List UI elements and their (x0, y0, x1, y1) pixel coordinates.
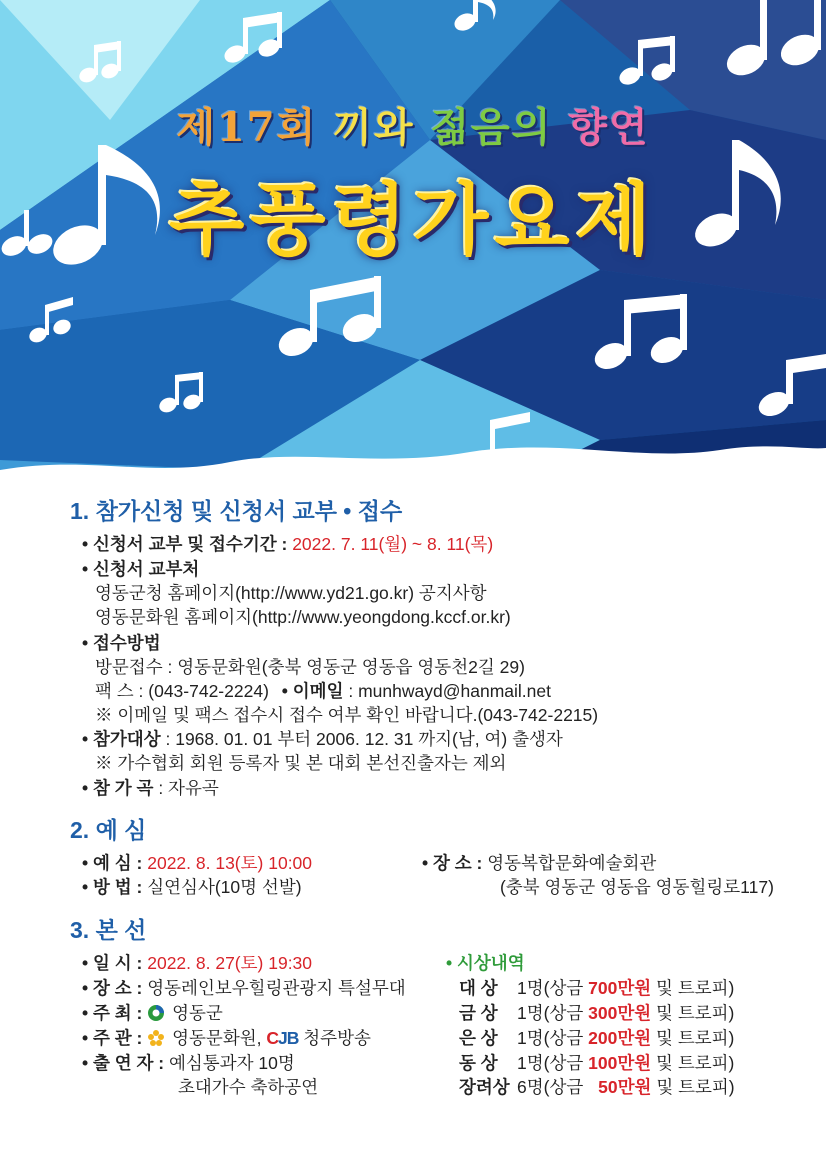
host-label: • 주 최 : (82, 1003, 143, 1023)
subtitle-part-2: 끼와 (333, 104, 415, 151)
culture-center-logo-icon (147, 1029, 165, 1047)
prelim-place-label: • 장 소 : (422, 853, 483, 873)
performers-row (82, 1050, 295, 1075)
award-row (459, 1074, 735, 1099)
award-suffix: 및 트로피) (656, 1077, 735, 1097)
performers-label: • 출 연 자 : (82, 1053, 165, 1073)
award-suffix: 및 트로피) (656, 978, 735, 998)
song-row (82, 775, 219, 800)
final-place-value: 영동레인보우힐링관광지 특설무대 (147, 978, 406, 998)
award-suffix: 및 트로피) (656, 1028, 735, 1048)
award-count: 1명(상금 (517, 1053, 584, 1073)
where-label: • 신청서 교부처 (82, 559, 200, 579)
awards-title: • 시상내역 (446, 953, 525, 973)
event-title: 추풍령가요제 (168, 176, 658, 266)
cjb-logo: CJB (266, 1028, 299, 1048)
email-value: : munhwayd@hanmail.net (348, 681, 551, 701)
prelim-method-label: • 방 법 : (82, 877, 143, 897)
visit-method: 방문접수 : 영동문화원(충북 영동군 영동읍 영동천2길 29) (95, 657, 525, 677)
award-row (459, 975, 734, 1000)
period-row (82, 531, 493, 556)
award-prize: 200만원 (588, 1028, 652, 1048)
award-rank: 장려상 (459, 1077, 510, 1097)
method-label: • 접수방법 (82, 633, 161, 653)
period-value: 2022. 7. 11(월) ~ 8. 11(목) (292, 534, 494, 554)
section2-title: 2. 예 심 (70, 817, 147, 843)
subtitle-part-3: 젊음의 (430, 104, 553, 151)
final-date-value: 2022. 8. 27(토) 19:30 (147, 953, 313, 973)
subtitle-part-4: 향연 (568, 104, 650, 151)
where-line-2: 영동문화원 홈페이지(http://www.yeongdong.kccf.or.kr) (95, 607, 511, 627)
prelim-date-value: 2022. 8. 13(토) 10:00 (147, 853, 313, 873)
yeongdong-county-logo-icon (147, 1004, 165, 1022)
section3-title: 3. 본 선 (70, 917, 147, 943)
final-date-row (82, 950, 312, 975)
award-prize: 700만원 (588, 978, 652, 998)
target-value: : 1968. 01. 01 부터 2006. 12. 31 까지(남, 여) 출생자 (165, 729, 563, 749)
prelim-date-label: • 예 심 : (82, 853, 143, 873)
organizer-value-2: 청주방송 (303, 1028, 371, 1048)
prelim-method-row (82, 874, 302, 899)
award-rank: 은 상 (459, 1028, 498, 1048)
award-suffix: 및 트로피) (656, 1053, 735, 1073)
organizer-row (82, 1025, 371, 1050)
prelim-place-row (422, 850, 656, 875)
award-row (459, 1000, 734, 1025)
prelim-date-row (82, 850, 312, 875)
final-place-row (82, 975, 406, 1000)
section1-title: 1. 참가신청 및 신청서 교부 • 접수 (70, 498, 403, 524)
award-count: 6명(상금 (517, 1077, 584, 1097)
prelim-place-value: 영동복합문화예술회관 (487, 853, 657, 873)
award-prize: 300만원 (588, 1003, 652, 1023)
note-confirm: ※ 이메일 및 팩스 접수시 접수 여부 확인 바랍니다.(043-742-2215) (95, 705, 599, 725)
host-value: 영동군 (172, 1003, 223, 1023)
target-label: • 참가대상 (82, 729, 161, 749)
song-label: • 참 가 곡 (82, 778, 154, 798)
award-rank: 금 상 (459, 1003, 498, 1023)
prelim-place-address: (충북 영동군 영동읍 영동힐링로117) (500, 877, 774, 897)
email-label: • 이메일 (281, 681, 344, 701)
prelim-method-value: 실연심사(10명 선발) (147, 877, 302, 897)
performers-value-2: 초대가수 축하공연 (178, 1077, 319, 1097)
host-row (82, 1000, 223, 1025)
header-banner (0, 0, 826, 490)
final-date-label: • 일 시 : (82, 953, 143, 973)
subtitle-part-1: 제17회 (176, 104, 318, 151)
performers-value-1: 예심통과자 10명 (169, 1053, 295, 1073)
period-label: • 신청서 교부 및 접수기간 : (82, 534, 288, 554)
award-row (459, 1025, 734, 1050)
award-count: 1명(상금 (517, 1003, 584, 1023)
award-count: 1명(상금 (517, 978, 584, 998)
target-row (82, 726, 563, 751)
fax-text: 팩 스 : (043-742-2224) (95, 681, 269, 701)
organizer-value-1: 영동문화원, (172, 1028, 262, 1048)
song-value: : 자유곡 (158, 778, 219, 798)
award-prize: 50만원 (598, 1077, 652, 1097)
award-rank: 대 상 (459, 978, 498, 998)
award-prize: 100만원 (588, 1053, 652, 1073)
award-count: 1명(상금 (517, 1028, 584, 1048)
event-subtitle (0, 96, 826, 153)
fax-email-row (95, 678, 551, 703)
award-suffix: 및 트로피) (656, 1003, 735, 1023)
where-line-1: 영동군청 홈페이지(http://www.yd21.go.kr) 공지사항 (95, 583, 487, 603)
organizer-label: • 주 관 : (82, 1028, 143, 1048)
note-exclusion: ※ 가수협회 회원 등록자 및 본 대회 본선진출자는 제외 (95, 753, 507, 773)
award-rank: 동 상 (459, 1053, 498, 1073)
final-place-label: • 장 소 : (82, 978, 143, 998)
award-row (459, 1050, 734, 1075)
